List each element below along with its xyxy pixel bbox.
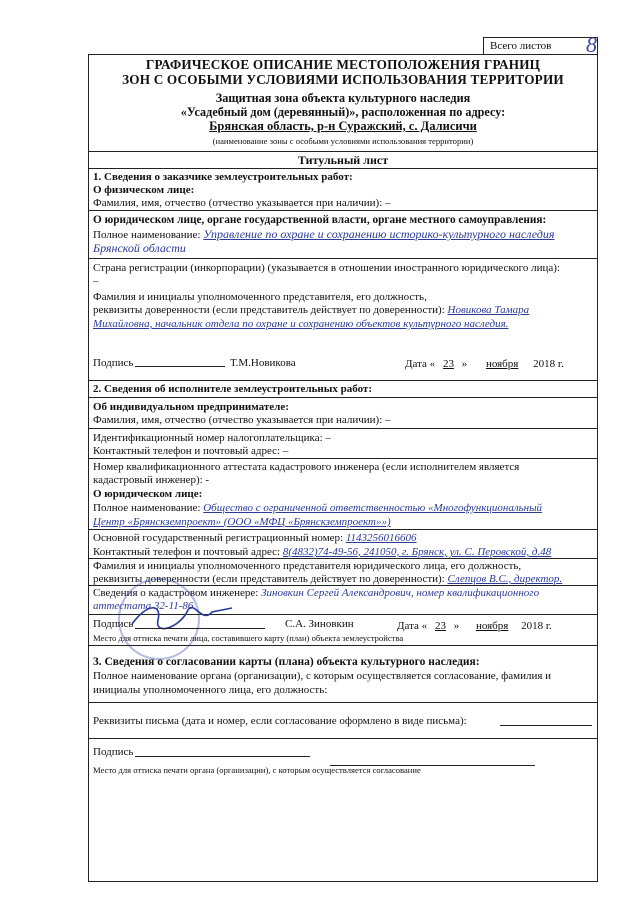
s1-sign-name: Т.М.Новикова	[230, 357, 296, 369]
s3-divider	[88, 645, 598, 646]
s2-sign-line	[135, 628, 265, 629]
s2-contact2-label: Контактный телефон и почтовый адрес:	[93, 546, 281, 558]
s1-date	[405, 358, 564, 370]
s1-rep-label: реквизиты доверенности (если представитель действует по доверенности):	[93, 304, 445, 316]
title-line-1: ГРАФИЧЕСКОЕ ОПИСАНИЕ МЕСТОПОЛОЖЕНИЯ ГРАНИЦ	[145, 57, 541, 72]
s1-country-value: –	[93, 275, 99, 287]
s1-phys-fio: Фамилия, имя, отчество (отчество указывается при наличии): –	[93, 197, 391, 209]
s1-rep-line-1: Фамилия и инициалы уполномоченного представителя, его должность,	[93, 291, 427, 303]
s1-divider	[88, 168, 598, 169]
s2-ogrn-row	[93, 532, 417, 544]
s1-fullname-label: Полное наименование:	[93, 229, 201, 241]
s3-sign-divider	[88, 738, 598, 739]
s2-kv-line-2: кадастровый инженер): -	[93, 474, 210, 486]
s1-date-year: 2018 г.	[533, 358, 564, 370]
s2-ki-value-2: аттестата 32-11-86	[93, 600, 194, 612]
s3-letter-line	[500, 725, 592, 726]
s3-letter-divider	[88, 702, 598, 703]
sheets-counter	[483, 32, 598, 57]
s2-date-mid: »	[453, 620, 460, 632]
s2-kv-divider	[88, 458, 598, 459]
s1-fullname-row	[93, 228, 554, 241]
s2-legal-label: О юридическом лице:	[93, 488, 203, 500]
s2-stamp-caption: Место для оттиска печати лица, составившего карту (план) объекта землеустройства	[93, 633, 404, 643]
s2-inn: Идентификационный номер налогоплательщика: –	[93, 432, 331, 444]
sheets-label: Всего листов	[490, 40, 552, 52]
s2-inn-divider	[88, 428, 598, 429]
s1-date-label: Дата «	[405, 358, 436, 370]
subtitle-line-1: Защитная зона объекта культурного наследия	[215, 91, 471, 105]
s3-text-line-1: Полное наименование органа (организации), с которым осуществляется согласование, фамилия и	[93, 670, 552, 682]
s2-rep-label: реквизиты доверенности (если представитель действует по доверенности):	[93, 573, 445, 585]
s1-date-month: ноября	[485, 358, 519, 370]
s1-legal-divider	[88, 210, 598, 211]
document-title	[88, 57, 598, 87]
document-subtitle	[88, 91, 598, 119]
s2-date-year: 2018 г.	[521, 620, 552, 632]
s3-heading: 3. Сведения о согласовании карты (плана) объекта культурного наследия:	[93, 656, 480, 668]
s1-fullname-value-1: Управление по охране и сохранению историко-культурного наследия	[203, 227, 555, 241]
s1-sign-line	[135, 366, 225, 367]
s2-date-day: 23	[434, 620, 446, 632]
s2-fullname-row	[93, 502, 542, 514]
title-line-2: ЗОН С ОСОБЫМИ УСЛОВИЯМИ ИСПОЛЬЗОВАНИЯ ТЕРРИТОРИИ	[122, 72, 564, 87]
s2-ki-label: Сведения о кадастровом инженере:	[93, 587, 259, 599]
section-title: Титульный лист	[297, 153, 389, 167]
s1-country-divider	[88, 258, 598, 259]
s1-country: Страна регистрации (инкорпорации) (указывается в отношении иностранного юридического лица):	[93, 262, 560, 274]
zone-caption: (наименование зоны с особыми условиями использования территории)	[212, 136, 474, 146]
s2-ip-label: Об индивидуальном предпринимателе:	[93, 401, 289, 413]
s2-ip-fio: Фамилия, имя, отчество (отчество указывается при наличии): –	[93, 414, 391, 426]
s3-text-line-2: инициалы уполномоченного лица, его должность:	[93, 684, 328, 696]
s1-date-mid: »	[461, 358, 468, 370]
s2-rep-line-1: Фамилия и инициалы уполномоченного представителя юридического лица, его должность,	[93, 560, 522, 572]
s1-heading: 1. Сведения о заказчике землеустроительных работ:	[93, 171, 353, 183]
s1-phys-label: О физическом лице:	[93, 184, 195, 196]
s2-rep-divider	[88, 558, 598, 559]
s1-fullname-value-2: Брянской области	[93, 241, 186, 255]
s2-sign-label: Подпись	[93, 618, 134, 630]
s2-ogrn-label: Основной государственный регистрационный номер:	[93, 532, 344, 544]
s3-stamp-caption: Место для оттиска печати органа (организации), с которым осуществляется согласование	[93, 765, 421, 775]
s2-ki-value-1: Зиновкин Сергей Александрович, номер квалификационного	[261, 587, 540, 599]
s3-letter: Реквизиты письма (дата и номер, если согласование оформлено в виде письма):	[93, 715, 467, 727]
s2-contact: Контактный телефон и почтовый адрес: –	[93, 445, 289, 457]
s2-contact2-value: 8(4832)74-49-56, 241050, г. Брянск, ул. С. Перовской, д.48	[282, 546, 552, 558]
s2-date-label: Дата «	[397, 620, 428, 632]
s2-ogrn-divider	[88, 529, 598, 530]
s1-sign-label: Подпись	[93, 357, 134, 369]
subtitle-line-2: «Усадебный дом (деревянный)», расположенная по адресу:	[180, 105, 506, 119]
s2-fullname-label: Полное наименование:	[93, 502, 201, 514]
s2-rep-value: Слепцов В.С., директор.	[447, 573, 563, 585]
s3-sign-label: Подпись	[93, 746, 134, 758]
sheets-value: 8	[586, 32, 597, 57]
s2-date	[397, 620, 552, 632]
s2-ip-divider	[88, 397, 598, 398]
s1-rep-line-2	[93, 304, 529, 316]
s2-fullname-value-1: Общество с ограниченной ответственностью «Многофункциональный	[203, 502, 543, 514]
s2-date-month: ноября	[475, 620, 509, 632]
s3-sign-line-1	[135, 756, 310, 757]
s2-sign-name: С.А. Зиновкин	[285, 618, 354, 630]
s2-contact2-row	[93, 546, 551, 558]
s1-legal-heading: О юридическом лице, органе государственной власти, органе местного самоуправления:	[93, 214, 547, 226]
s2-kv-line-1: Номер квалификационного аттестата кадастрового инженера (если исполнителем является	[93, 461, 520, 473]
s2-heading: 2. Сведения об исполнителе землеустроительных работ:	[93, 383, 373, 395]
section-title-row	[88, 151, 598, 169]
s1-date-day: 23	[442, 358, 454, 370]
s2-fullname-value-2: Центр «Брянскземпроект» (ООО «МФЦ «Брянскземпроект»»)	[93, 516, 391, 528]
s1-rep-value-2: Михайловна, начальник отдела по охране и сохранению объектов культурного наследия.	[93, 318, 509, 330]
object-address: Брянская область, р-н Суражский, с. Далисичи	[209, 119, 477, 133]
s2-ogrn-value: 1143256016606	[345, 532, 417, 544]
s2-divider	[88, 380, 598, 381]
s1-rep-value-1: Новикова Тамара	[447, 304, 530, 316]
